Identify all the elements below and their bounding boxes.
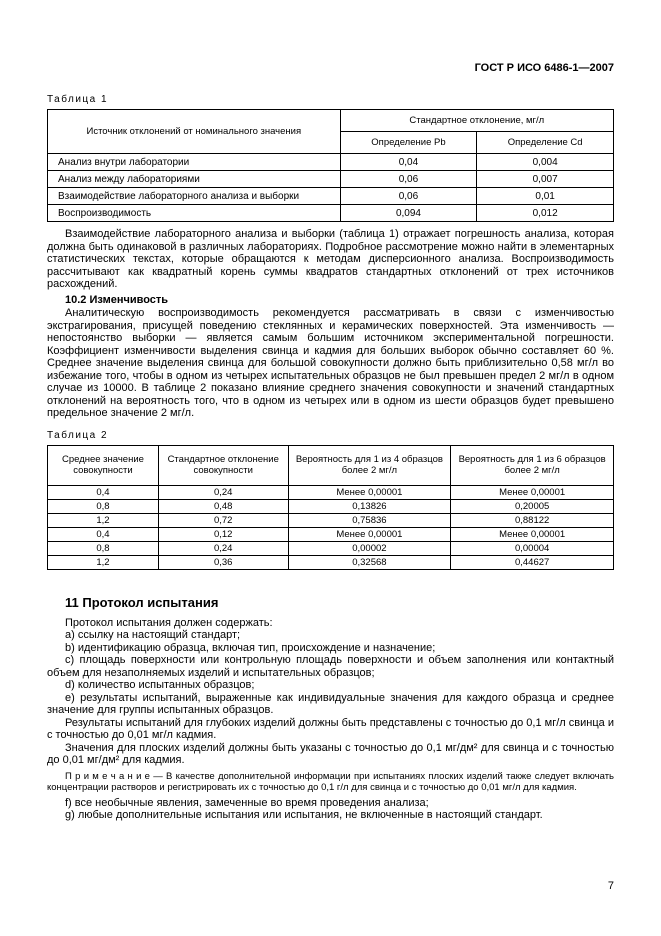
list-item-f: f) все необычные явления, замеченные во время проведения анализа; <box>65 796 429 809</box>
table-row <box>48 499 614 513</box>
list-item-d: d) количество испытанных образцов; <box>65 679 255 691</box>
cell-prob6: Менее 0,00001 <box>451 485 614 499</box>
cell-mean: 0,4 <box>48 485 159 499</box>
cell-mean: 1,2 <box>48 513 159 527</box>
cell-stdev: 0,24 <box>158 541 288 555</box>
table2-col-prob4: Вероятность для 1 из 4 образцов более 2 мг/л <box>288 445 451 485</box>
cell-stdev: 0,48 <box>158 499 288 513</box>
doc-code-header: ГОСТ Р ИСО 6486-1—2007 <box>474 62 614 74</box>
table1-header-row-1 <box>48 110 614 132</box>
table1-caption: Таблица 1 <box>47 94 109 105</box>
table-row <box>48 555 614 569</box>
list-item-b: b) идентификацию образца, включая тип, происхождение и назначение; <box>65 641 436 654</box>
table-row <box>48 541 614 555</box>
cell-source: Анализ внутри лаборатории <box>48 154 341 171</box>
cell-prob6: 0,88122 <box>451 513 614 527</box>
cell-stdev: 0,12 <box>158 527 288 541</box>
cell-source: Анализ между лабораториями <box>48 171 341 188</box>
table2-header-row <box>48 445 614 485</box>
paragraph-flat-items: Значения для плоских изделий должны быть указаны с точностью до 0,1 мг/дм² для свинца и с точностью до 0,01 мг/дм² для кадмия. <box>47 741 614 766</box>
table1-col-pb: Определение Pb <box>340 132 477 154</box>
cell-cd: 0,01 <box>477 188 614 205</box>
cell-mean: 0,8 <box>48 541 159 555</box>
table-row <box>48 171 614 188</box>
cell-mean: 0,8 <box>48 499 159 513</box>
table2 <box>47 445 614 570</box>
protocol-intro: Протокол испытания должен содержать: <box>65 616 273 629</box>
cell-pb: 0,06 <box>340 188 477 205</box>
table1 <box>47 109 614 222</box>
paragraph-reproducibility: Взаимодействие лабораторного анализа и выборки (таблица 1) отражает погрешность анализа, которая должна быть одинаковой в различных лабораториях. Подробное рассмотрение можно найти в элементарных статистических текстах, которые обращаются к методам дисперсионного анализа. Воспроизводимость рассчитывают как квадратный корень суммы квадратов стандартных отклонений от трех источников расхождений. <box>47 228 614 290</box>
cell-prob6: 0,20005 <box>451 499 614 513</box>
table1-col-group: Стандартное отклонение, мг/л <box>340 110 613 132</box>
paragraph-variability: Аналитическую воспроизводимость рекомендуется рассматривать в связи с изменчивостью экстрагирования, присущей поведению стеклянных и керамических поверхностей. Эта изменчивость — непостоянство выборки — является самым большим источником экспериментальной погрешности. Коэффициент изменчивости выделения свинца и кадмия для больших выборок обычно составляет 60 %. Среднее значение выделения свинца для большой совокупности должно быть приблизительно 0,58 мг/л во избежание того, чтобы в одном из четырех испытательных образцов не был превышен предел 2 мг/л в одном случае из 10000. В таблице 2 показано влияние среднего значения совокупности и значений стандартных отклонений на вероятность того, что в одном из четырех или в одном из шести образцов будет превышено предельное значение 2 мг/л. <box>47 307 614 419</box>
cell-stdev: 0,36 <box>158 555 288 569</box>
cell-prob4: 0,75836 <box>288 513 451 527</box>
table-row <box>48 485 614 499</box>
list-item-c: c) площадь поверхности или контрольную площадь поверхности и объем заполнения или контактный объем для незаполняемых изделий и испытательных образцов; <box>47 654 614 679</box>
table2-col-mean: Среднее значение совокупности <box>48 445 159 485</box>
paragraph-deep-items: Результаты испытаний для глубоких изделий должны быть представлены с точностью до 0,1 мг/л свинца и с точностью до 0,01 мг/л кадмия. <box>47 716 614 741</box>
table2-caption: Таблица 2 <box>47 429 109 441</box>
cell-pb: 0,04 <box>340 154 477 171</box>
table-row <box>48 205 614 222</box>
cell-stdev: 0,72 <box>158 513 288 527</box>
table2-col-prob6: Вероятность для 1 из 6 образцов более 2 мг/л <box>451 445 614 485</box>
cell-cd: 0,007 <box>477 171 614 188</box>
list-item-a: a) ссылку на настоящий стандарт; <box>65 629 241 641</box>
page-number: 7 <box>607 880 614 892</box>
cell-prob4: 0,13826 <box>288 499 451 513</box>
table1-col-source: Источник отклонений от номинального значения <box>48 110 341 154</box>
cell-cd: 0,004 <box>477 154 614 171</box>
cell-stdev: 0,24 <box>158 485 288 499</box>
table1-col-cd: Определение Cd <box>477 132 614 154</box>
table-row <box>48 513 614 527</box>
table-row <box>48 154 614 171</box>
cell-prob4: 0,00002 <box>288 541 451 555</box>
heading-11: 11 Протокол испытания <box>65 594 219 610</box>
cell-pb: 0,06 <box>340 171 477 188</box>
cell-prob4: Менее 0,00001 <box>288 527 451 541</box>
cell-mean: 1,2 <box>48 555 159 569</box>
cell-prob4: Менее 0,00001 <box>288 485 451 499</box>
table-row <box>48 527 614 541</box>
cell-pb: 0,094 <box>340 205 477 222</box>
list-item-e: e) результаты испытаний, выраженные как индивидуальные значения для каждого образца и среднее значение для группы испытанных образцов. <box>47 691 614 716</box>
cell-prob6: 0,44627 <box>451 555 614 569</box>
table2-col-stdev: Стандартное отклонение совокупности <box>158 445 288 485</box>
note-paragraph: П р и м е ч а н и е — В качестве дополнительной информации при испытаниях плоских изделий также следует включать концентрации растворов и регистрировать их с точностью до 0,1 г/л для свинца и с точностью до 0,01 мг/л для кадмия. <box>47 770 614 793</box>
heading-10-2: 10.2 Изменчивость <box>65 293 169 306</box>
cell-source: Взаимодействие лабораторного анализа и выборки <box>48 188 341 205</box>
table-row <box>48 188 614 205</box>
cell-prob4: 0,32568 <box>288 555 451 569</box>
cell-cd: 0,012 <box>477 205 614 222</box>
cell-source: Воспроизводимость <box>48 205 341 222</box>
cell-prob6: 0,00004 <box>451 541 614 555</box>
cell-mean: 0,4 <box>48 527 159 541</box>
list-item-g: g) любые дополнительные испытания или испытания, не включенные в настоящий стандарт. <box>65 809 543 821</box>
cell-prob6: Менее 0,00001 <box>451 527 614 541</box>
